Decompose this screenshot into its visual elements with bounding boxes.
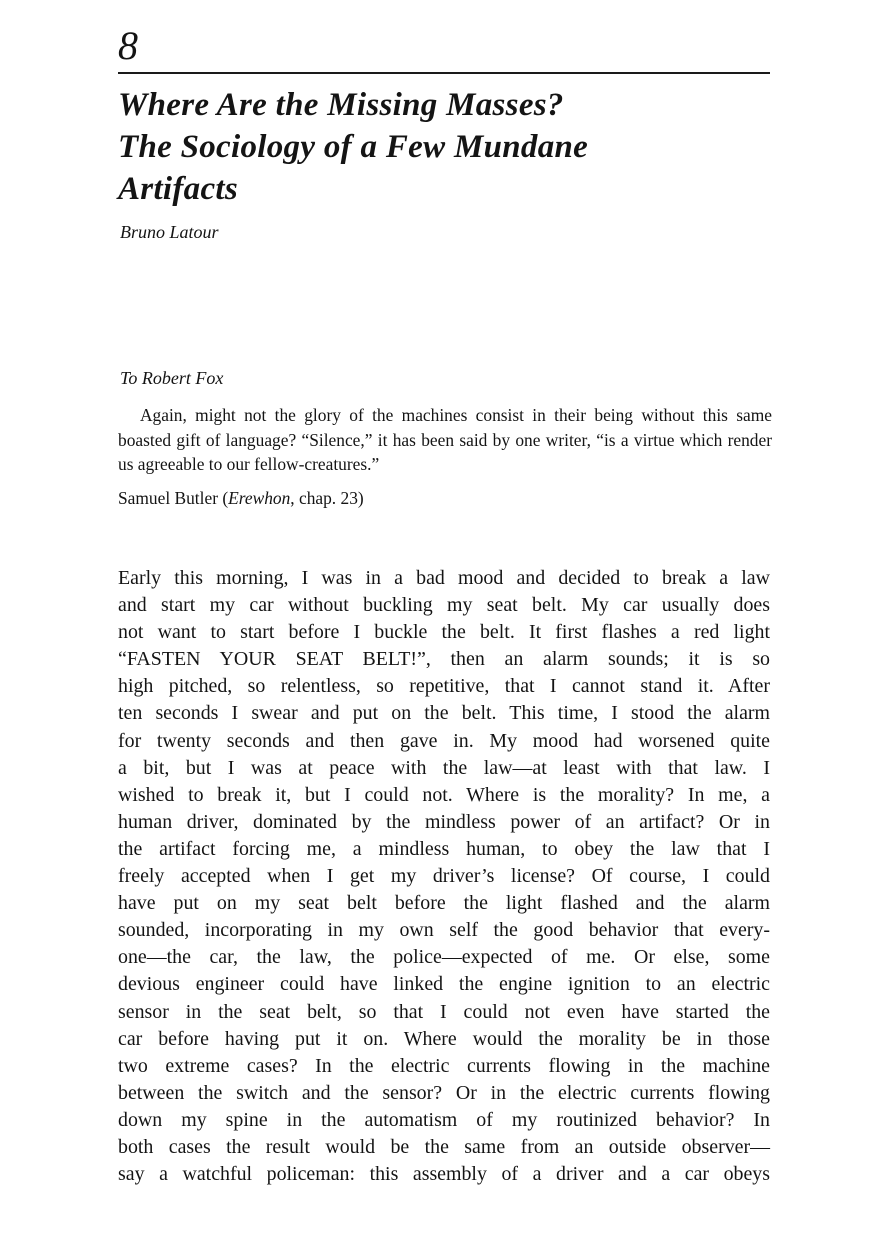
body-line: sounded, incorporating in my own self the good behavior that every-: [118, 919, 770, 942]
body-line: human driver, dominated by the mindless power of an artifact? Or in: [118, 810, 770, 833]
body-line: high pitched, so relentless, so repetitive, that I cannot stand it. After: [118, 675, 770, 698]
body-line: two extreme cases? In the electric currents flowing in the machine: [118, 1054, 770, 1077]
body-line: have put on my seat belt before the light flashed and the alarm: [118, 892, 770, 915]
title-line-1: Where Are the Missing Masses?: [118, 87, 564, 123]
epigraph-source-author: Samuel Butler (: [118, 488, 229, 508]
epigraph-source-work: Erewhon: [228, 488, 291, 508]
body-line: not want to start before I buckle the belt. It first flashes a red light: [118, 621, 770, 644]
body-line: a bit, but I was at peace with the law—at least with that law. I: [118, 756, 770, 779]
body-line: between the switch and the sensor? Or in the electric currents flowing: [118, 1081, 770, 1104]
body-line: “FASTEN YOUR SEAT BELT!”, then an alarm sounds; it is so: [118, 648, 770, 671]
body-line: devious engineer could have linked the engine ignition to an electric: [118, 973, 770, 996]
body-line: both cases the result would be the same from an outside observer—: [118, 1135, 770, 1158]
body-line: say a watchful policeman: this assembly of a driver and a car obeys: [118, 1163, 770, 1186]
dedication: To Robert Fox: [120, 368, 224, 388]
chapter-number: 8: [118, 23, 138, 68]
body-line: car before having put it on. Where would the morality be in those: [118, 1027, 770, 1050]
body-line: and start my car without buckling my seat belt. My car usually does: [118, 594, 770, 617]
body-line: down my spine in the automatism of my routinized behavior? In: [118, 1108, 770, 1131]
body-line: ten seconds I swear and put on the belt. This time, I stood the alarm: [118, 702, 770, 725]
chapter-rule: [118, 72, 770, 74]
body-line: for twenty seconds and then gave in. My mood had worsened quite: [118, 729, 770, 752]
author-name: Bruno Latour: [120, 222, 219, 242]
body-line: one—the car, the law, the police—expected of me. Or else, some: [118, 946, 770, 969]
epigraph-quote: Again, might not the glory of the machines consist in their being without this same boasted gift of language? “Silence,” it has been said by one writer, “is a virtue which render us agreeable to our fellow-creatures.”: [118, 405, 772, 474]
epigraph-source: [118, 486, 364, 510]
body-line: wished to break it, but I could not. Where is the morality? In me, a: [118, 783, 770, 806]
body-line: Early this morning, I was in a bad mood and decided to break a law: [118, 567, 770, 589]
epigraph-source-rest: , chap. 23): [290, 488, 364, 508]
chapter-title: [118, 84, 588, 210]
body-paragraph: [118, 565, 770, 1188]
body-line: sensor in the seat belt, so that I could not even have started the: [118, 1000, 770, 1023]
title-line-3: Artifacts: [118, 171, 239, 207]
title-line-2: The Sociology of a Few Mundane: [118, 129, 589, 165]
body-line: the artifact forcing me, a mindless human, to obey the law that I: [118, 837, 770, 860]
body-line: freely accepted when I get my driver’s license? Of course, I could: [118, 865, 770, 888]
